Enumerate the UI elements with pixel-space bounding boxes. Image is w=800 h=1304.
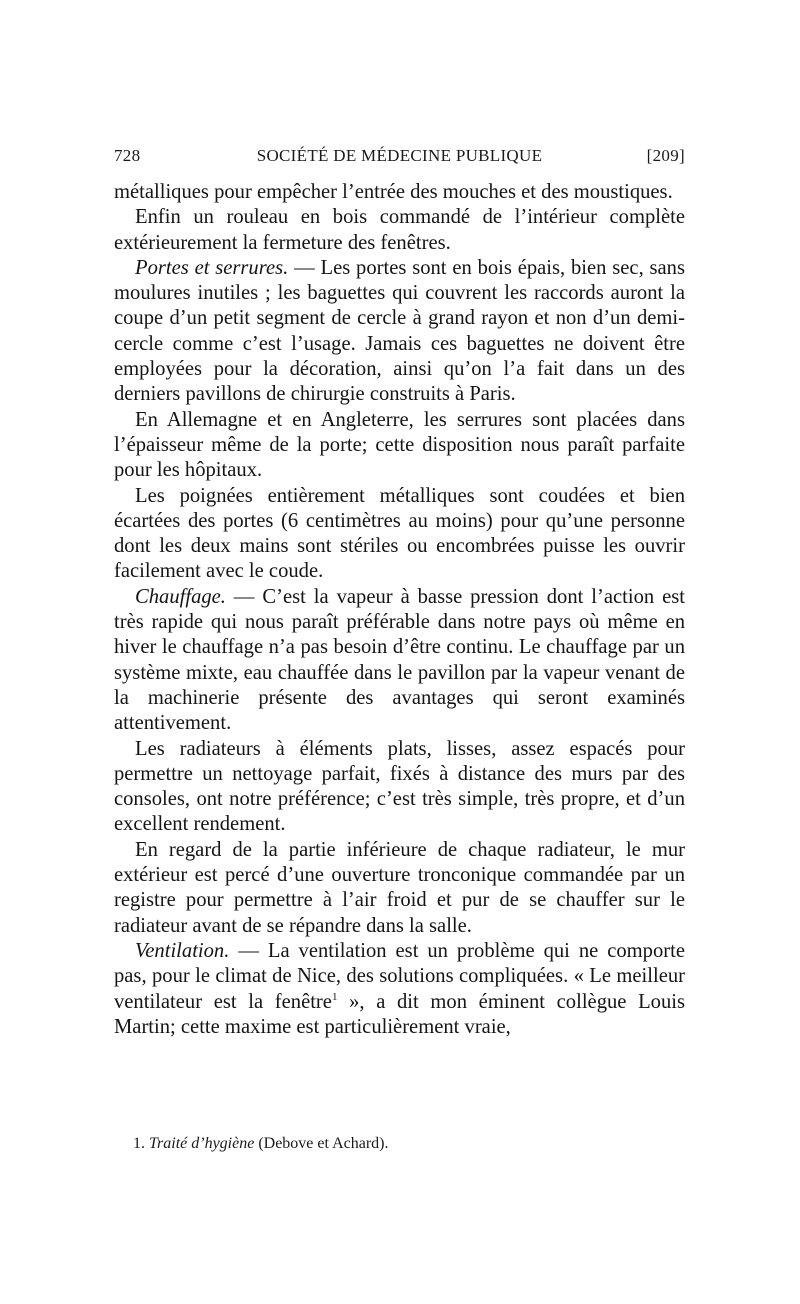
paragraph-continuation: métalliques pour empêcher l’entrée des mouches et des moustiques. (114, 181, 673, 203)
paragraph: Les poignées entièrement métalliques sont coudées et bien écartées des portes (6 centimètres au moins) pour qu’une personne dont les deux mains sont stériles ou encombrées puisse les ouvrir facilement avec le coude. (114, 484, 685, 583)
paragraph-chauffage: Chauffage. — C’est la vapeur à basse pression dont l’action est très rapide qui nous paraît préférable dans notre pays où même en hiver le chauffage n’a pas besoin d’être continu. Le chauffage par un système mixte, eau chauffée dans le pavillon par la vapeur venant de la machinerie présente des avantages qui seront examinés attentivement. (114, 585, 685, 735)
paragraph-portes-et-serrures: Portes et serrures. — Les portes sont en bois épais, bien sec, sans moulures inutiles ; les baguettes qui couvrent les raccords auront la coupe d’un petit segment de cercle à grand rayon et non d’un demi-cercle comme c’est l’usage. Jamais ces baguettes ne doivent être employées pour la décoration, ainsi qu’on l’a fait dans un des derniers pavillons de chirurgie construits à Paris. (114, 256, 685, 406)
paragraph: Enfin un rouleau en bois commandé de l’intérieur complète extérieurement la fermeture des fenêtres. (114, 206, 685, 254)
footnote (133, 1133, 685, 1155)
footnote-number: 1. (133, 1135, 145, 1152)
footnote-title: Traité d’hygiène (149, 1135, 255, 1152)
body-text (114, 180, 685, 1040)
paragraph: En regard de la partie inférieure de chaque radiateur, le mur extérieur est percé d’une ouverture tronconique commandée par un registre pour permettre à l’air froid et pur de se chauffer sur le radiateur avant de se répandre dans la salle. (114, 838, 685, 937)
section-heading: Ventilation. (135, 939, 230, 962)
page-reference: [209] (646, 146, 685, 165)
paragraph: Les radiateurs à éléments plats, lisses, assez espacés pour permettre un nettoyage parfait, fixés à distance des murs par des consoles, ont notre préférence; c’est très simple, très propre, et d’un excellent rendement. (114, 737, 685, 836)
paragraph-ventilation: Ventilation. — La ventilation est un problème qui ne comporte pas, pour le climat de Nice, des solutions compliquées. « Le meilleur ventilateur est la fenêtre$^1$ », a dit mon éminent collègue Louis Martin; cette maxime est particulièrement vraie, (114, 939, 685, 1038)
paragraph: En Allemagne et en Angleterre, les serrures sont placées dans l’épaisseur même de la porte; cette disposition nous paraît parfaite pour les hôpitaux. (114, 408, 685, 482)
section-heading: Chauffage. (135, 585, 226, 608)
footnote-text: (Debove et Achard). (254, 1135, 389, 1152)
footnote-reference: 1 (331, 990, 338, 1003)
running-title: SOCIÉTÉ DE MÉDECINE PUBLIQUE (256, 146, 543, 165)
section-heading: Portes et serrures. (135, 256, 289, 279)
page-header (114, 146, 685, 170)
page-number: 728 (114, 146, 141, 165)
